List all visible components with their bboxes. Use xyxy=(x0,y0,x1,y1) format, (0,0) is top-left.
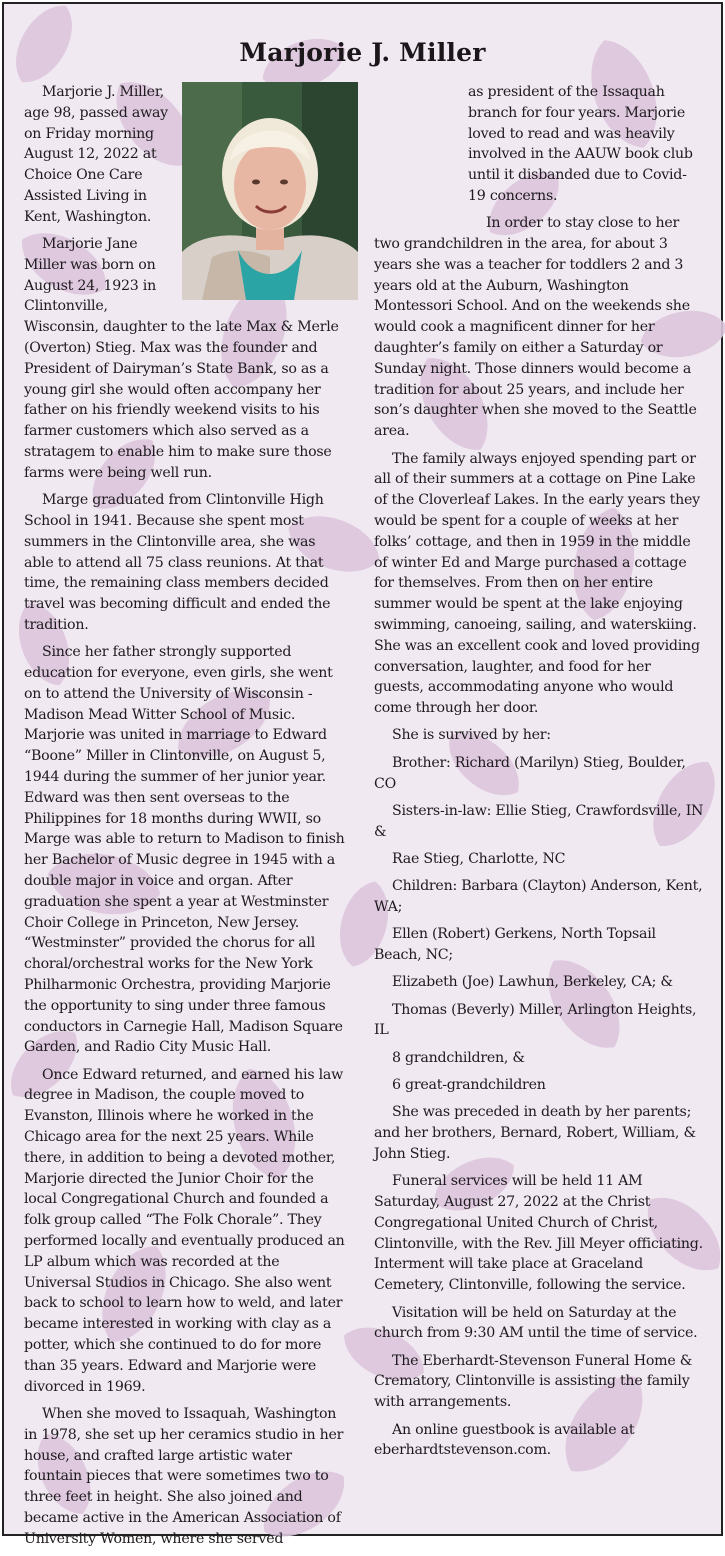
survivor-entry: Sisters-in-law: Ellie Stieg, Crawfordsville, IN & xyxy=(374,802,704,840)
portrait-illustration xyxy=(182,82,358,300)
paragraph: She was preceded in death by her parents; and her brothers, Bernard, Robert, William, & John Stieg. xyxy=(374,1104,696,1162)
survivor-entry: Ellen (Robert) Gerkens, North Topsail Beach, NC; xyxy=(374,926,656,964)
survivor-entry: Rae Stieg, Charlotte, NC xyxy=(392,850,566,867)
paragraph: When she moved to Issaquah, Washington in 1978, she set up her ceramics studio in her house, and crafted large artistic water fountain pieces that were sometimes two to three feet in height. She also joined and became active in the American Association of University Women, where she served xyxy=(24,1405,344,1547)
survivor-entry: Brother: Richard (Marilyn) Stieg, Boulder, CO xyxy=(374,754,686,792)
left-column xyxy=(24,82,346,1556)
survivor-entry: Thomas (Beverly) Miller, Arlington Heights, IL xyxy=(374,1001,697,1039)
obituary-title: Marjorie J. Miller xyxy=(239,38,486,67)
survivor-entry: 8 grandchildren, & xyxy=(392,1049,525,1066)
paragraph: Marge graduated from Clintonville High School in 1941. Because she spent most summers in the Clintonville area, she was able to attend all 75 class reunions. At that time, the remaining class members decided travel was becoming difficult and ended the tradition. xyxy=(24,492,331,633)
photo-wrap-spacer xyxy=(368,4,464,232)
paragraph: The family always enjoyed spending part or all of their summers at a cottage on Pine Lake of the Cloverleaf Lakes. In the early years they would be spent for a couple of weeks at her folks’ cottage, and then in 1959 in the middle of winter Ed and Marge purchased a cottage for themselves. From then on her entire summer would be spent at the lake enjoying swimming, canoeing, sailing, and waterskiing. She was an excellent cook and loved providing conversation, laughter, and food for her guests, accommodating anyone who would come through her door. xyxy=(374,450,700,717)
paragraph: Since her father strongly supported education for everyone, even girls, she went on to attend the University of Wisconsin - Madison Mead Witter School of Music. Marjorie was united in marriage to Edward “Boone” Miller in Clintonville, on August 5, 1944 during the summer of her junior year. Edward was then sent overseas to the Philippines for 18 months during WWII, so Marge was able to return to Madison to finish her Bachelor of Music degree in 1945 with a double major in voice and organ. After graduation she spent a year at Westminster Choir College in Princeton, New Jersey. “Westminster” provided the chorus for all choral/orchestral works for the New York Philharmonic Orchestra, providing Marjorie the opportunity to sing under three famous conductors in Carnegie Hall, Madison Square Garden, and Radio City Music Hall. xyxy=(24,644,345,1056)
paragraph: Marjorie J. Miller, age 98, passed away on Friday morning August 12, 2022 at Choice One Care Assisted Living in Kent, Washington. xyxy=(24,84,168,225)
visitation-paragraph: Visitation will be held on Saturday at the church from 9:30 AM until the time of service. xyxy=(374,1304,698,1342)
guestbook-paragraph: An online guestbook is available at eberhardtstevenson.com. xyxy=(374,1421,635,1459)
paragraph: Once Edward returned, and earned his law degree in Madison, the couple moved to Evanston, Illinois where he worked in the Chicago area for the next 25 years. While there, in addition to being a devoted mother, Marjorie directed the Junior Choir for the local Congregational Church and founded a folk group called “The Folk Chorale”. They performed locally and eventually produced an LP album which was recorded at the Universal Studios in Chicago. She also went back to school to learn how to weld, and later became interested in working with clay as a potter, which she continued to do for more than 35 years. Edward and Marjorie were divorced in 1969. xyxy=(24,1066,345,1395)
portrait-photo xyxy=(182,82,358,300)
paragraph: She is survived by her: xyxy=(392,727,551,744)
survivor-entry: Children: Barbara (Clayton) Anderson, Kent, WA; xyxy=(374,878,703,915)
survivor-entry: Elizabeth (Joe) Lawhun, Berkeley, CA; & xyxy=(392,974,673,991)
paragraph: In order to stay close to her two grandchildren in the area, for about 3 years she was a teacher for toddlers 2 and 3 years old at the Auburn, Washington Montessori School. And on the weekends she would cook a magnificent dinner for her daughter’s family on either a Saturday or Sunday night. Those dinners would become a tradition for about 25 years, and include her son’s daughter when she moved to the Seattle area. xyxy=(374,215,697,440)
obituary-frame xyxy=(2,2,723,1547)
survivor-entry: 6 great-grandchildren xyxy=(392,1077,546,1094)
paragraph: Marjorie Jane Miller was born on August 24, 1923 in Clintonville, Wisconsin, daughter to the late Max & Merle (Overton) Stieg. Max was the founder and President of Dairyman’s State Bank, so as a young girl she would often accompany her father on his friendly weekend visits to his farmer customers which also served as a stratagem to enable him to make sure those farms were being well run. xyxy=(24,236,339,481)
right-column xyxy=(374,82,704,1468)
paragraph: as president of the Issaquah branch for four years. Marjorie loved to read and was heavily involved in the AAUW book club until it disbanded due to Covid-19 concerns. xyxy=(468,84,693,204)
funeral-services-paragraph: Funeral services will be held 11 AM Saturday, August 27, 2022 at the Christ Congregational United Church of Christ, Clintonville, with the Rev. Jill Meyer officiating. Interment will take place at Graceland Cemetery, Clintonville, following the service. xyxy=(374,1173,703,1294)
funeral-home-paragraph: The Eberhardt-Stevenson Funeral Home & Crematory, Clintonville is assisting the family with arrangements. xyxy=(374,1352,693,1411)
